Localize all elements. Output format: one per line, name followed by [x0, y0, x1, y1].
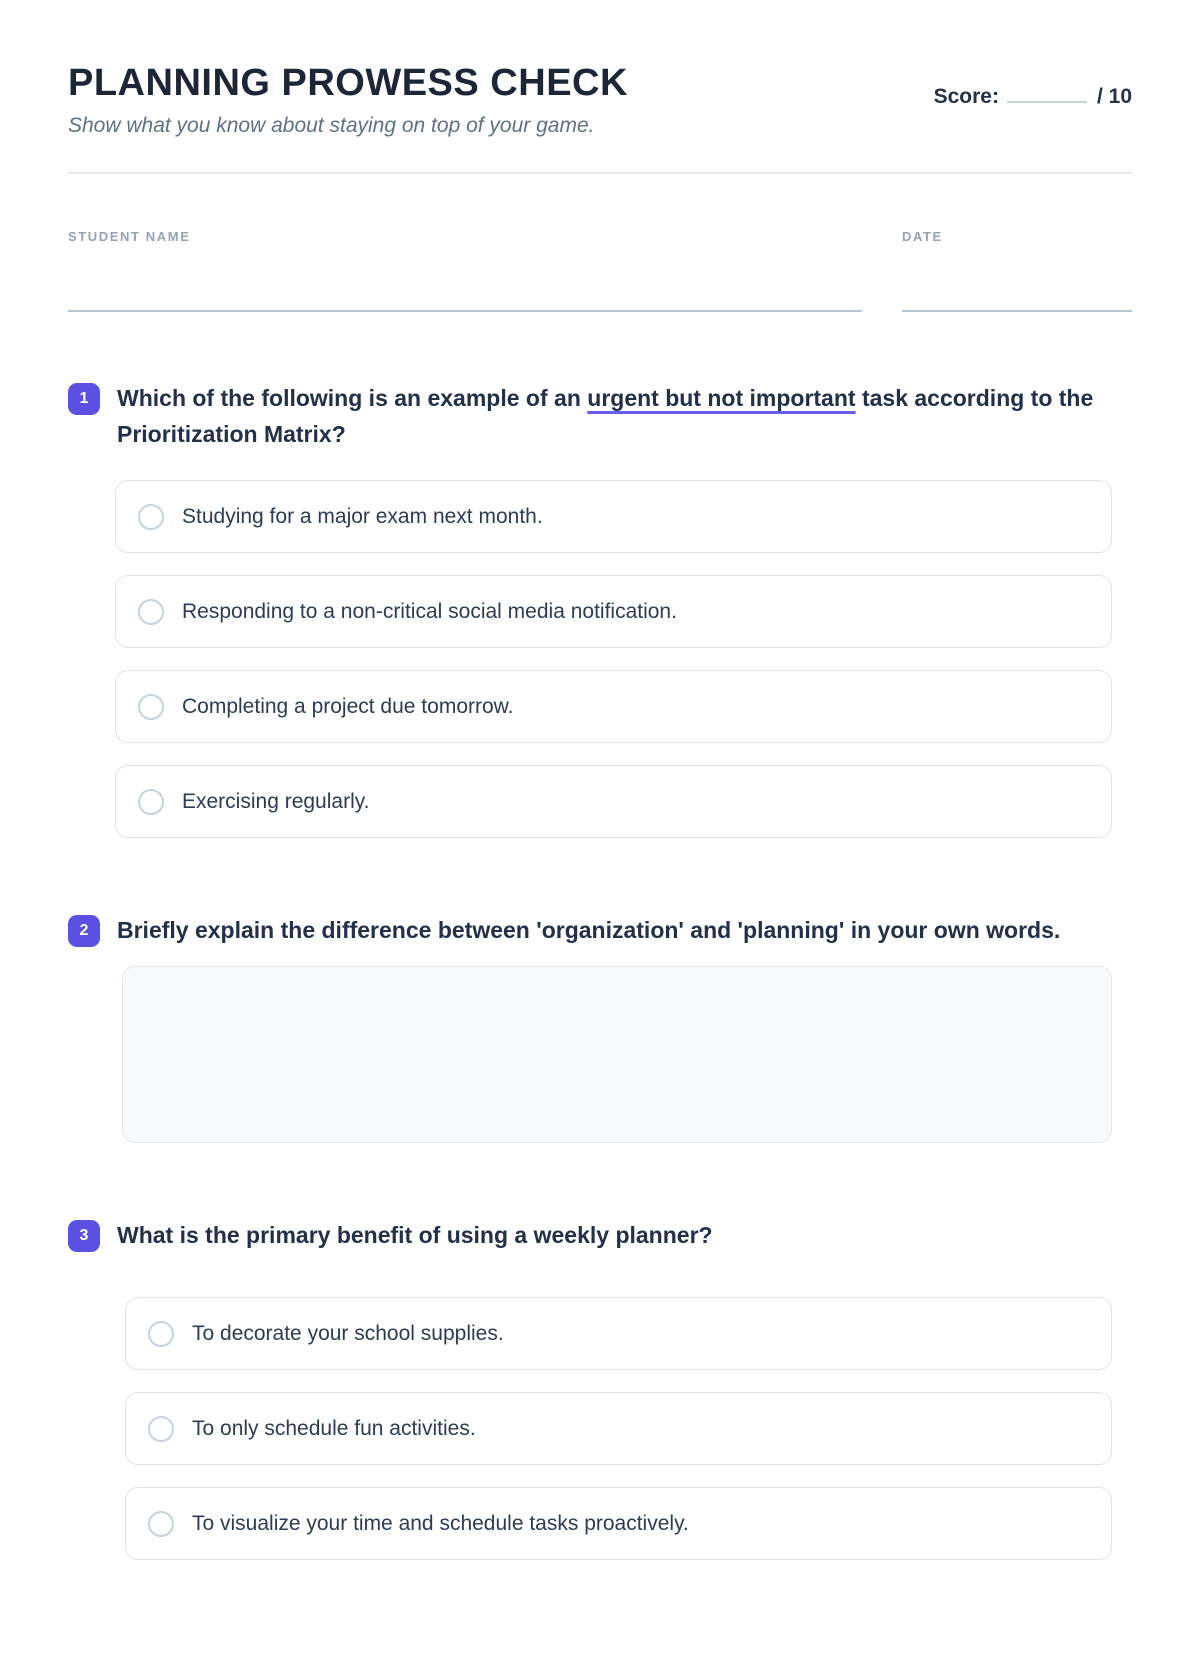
question-3-text: What is the primary benefit of using a weekly planner? — [117, 1222, 713, 1248]
header-divider — [68, 172, 1132, 174]
score-area — [934, 82, 1132, 109]
option-label: Responding to a non-critical social media notification. — [182, 599, 677, 623]
question-3-number-badge: 3 — [68, 1220, 100, 1252]
question-2 — [68, 912, 1132, 1143]
radio-icon[interactable] — [148, 1416, 174, 1442]
score-label: Score: — [933, 85, 999, 108]
question-2-answer-textarea[interactable] — [122, 966, 1112, 1143]
question-3 — [68, 1217, 1132, 1560]
option-row[interactable] — [125, 1392, 1112, 1465]
date-field — [902, 228, 1132, 312]
question-1-text-before: Which of the following is an example of an — [117, 385, 588, 411]
radio-icon[interactable] — [138, 599, 164, 625]
radio-icon[interactable] — [138, 789, 164, 815]
radio-icon[interactable] — [148, 1321, 174, 1347]
option-label: Completing a project due tomorrow. — [182, 694, 514, 718]
page-subtitle: Show what you know about staying on top of your game. — [68, 114, 595, 137]
option-row[interactable] — [115, 480, 1112, 553]
student-name-input[interactable] — [68, 310, 862, 312]
question-1-text-underlined: urgent but not important — [587, 385, 856, 411]
header-titles — [68, 62, 628, 138]
question-2-head — [68, 912, 1132, 948]
question-2-number-badge: 2 — [68, 915, 100, 947]
option-row[interactable] — [115, 670, 1112, 743]
option-label: To only schedule fun activities. — [192, 1416, 476, 1440]
page-title: PLANNING PROWESS CHECK — [68, 62, 628, 104]
option-label: Studying for a major exam next month. — [182, 504, 543, 528]
student-name-label: STUDENT NAME — [68, 229, 191, 244]
option-label: Exercising regularly. — [182, 789, 370, 813]
question-2-text: Briefly explain the difference between 'organization' and 'planning' in your own words. — [117, 917, 1061, 943]
question-1 — [68, 380, 1132, 838]
worksheet-header — [68, 62, 1132, 138]
question-1-head — [68, 380, 1132, 452]
option-label: To decorate your school supplies. — [192, 1321, 504, 1345]
question-1-text-after: task according to the Prioritization Matrix? — [117, 385, 1094, 447]
option-row[interactable] — [125, 1297, 1112, 1370]
question-3-head — [68, 1217, 1132, 1253]
student-info-section — [68, 228, 1132, 312]
radio-icon[interactable] — [138, 694, 164, 720]
option-row[interactable] — [125, 1487, 1112, 1560]
student-name-field — [68, 228, 862, 312]
date-input[interactable] — [902, 310, 1132, 312]
radio-icon[interactable] — [148, 1511, 174, 1537]
question-3-options — [125, 1297, 1112, 1560]
score-blank-field[interactable] — [1007, 82, 1087, 103]
date-label: DATE — [902, 229, 943, 244]
question-1-text — [117, 380, 1107, 452]
radio-icon[interactable] — [138, 504, 164, 530]
worksheet-page — [0, 62, 1200, 1560]
score-total: / 10 — [1096, 85, 1132, 108]
option-label: To visualize your time and schedule tasks proactively. — [192, 1511, 689, 1535]
option-row[interactable] — [115, 575, 1112, 648]
question-1-number-badge: 1 — [68, 383, 100, 415]
question-1-options — [115, 480, 1112, 838]
option-row[interactable] — [115, 765, 1112, 838]
